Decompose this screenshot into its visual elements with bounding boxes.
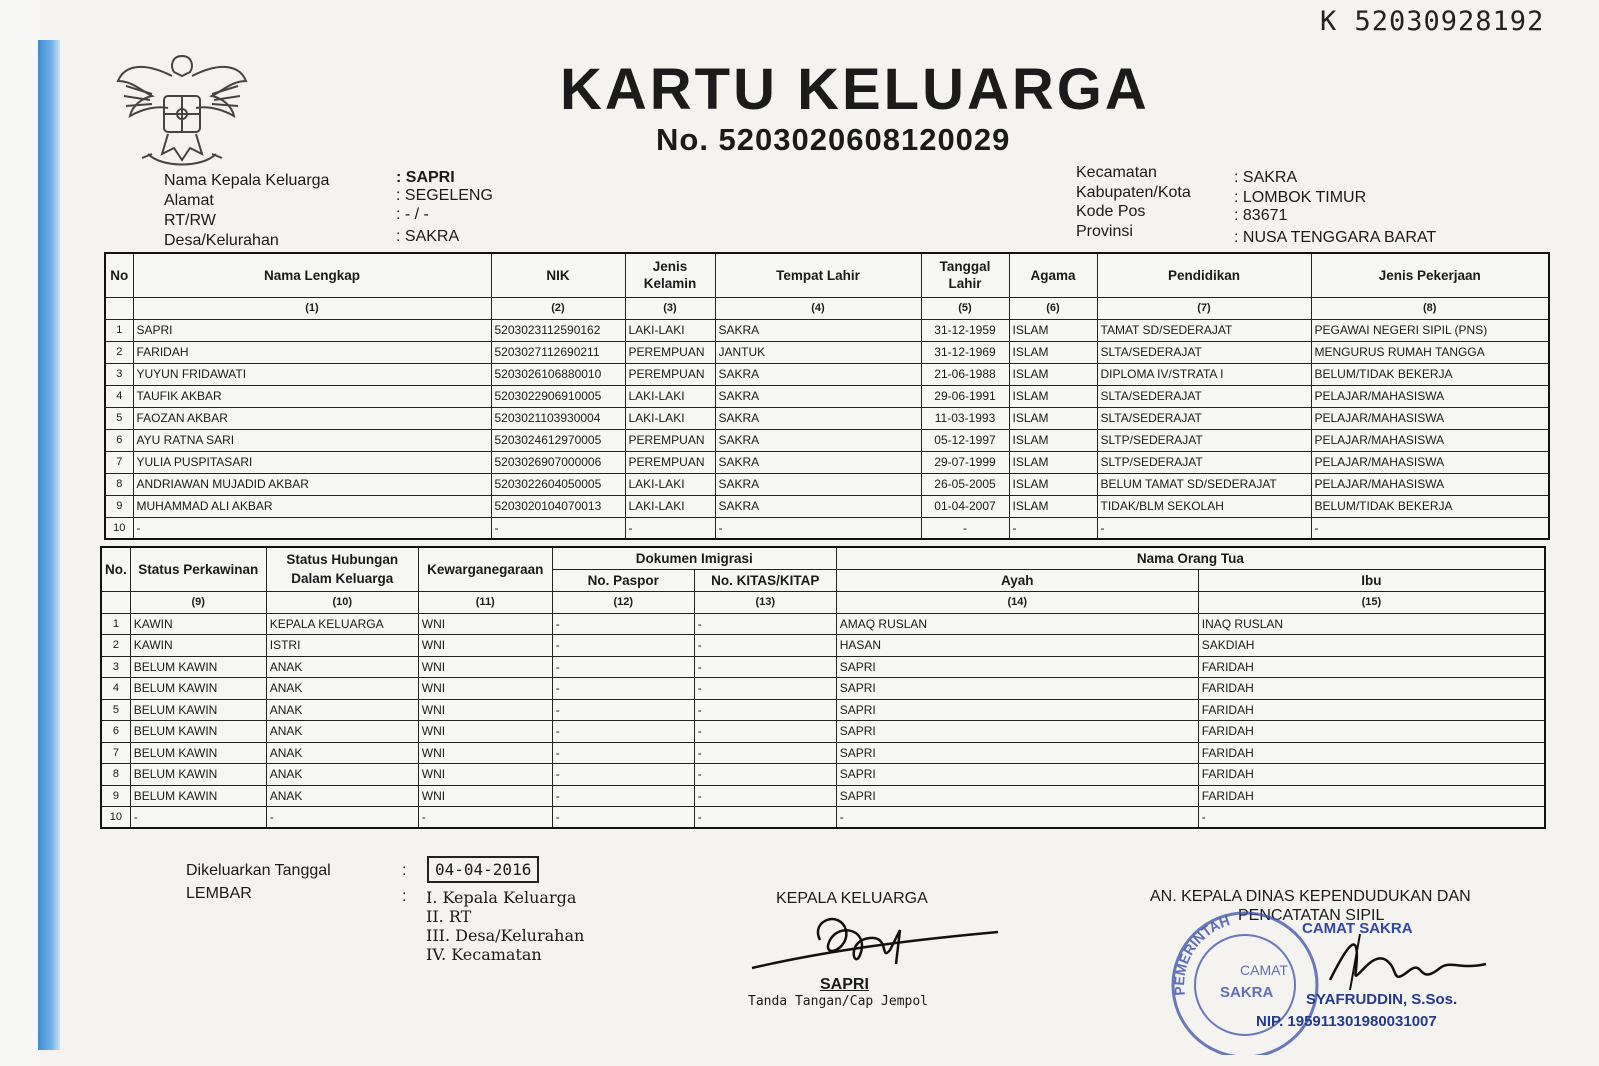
table-row (101, 742, 1545, 764)
table1-cell: - (715, 517, 921, 539)
table1-header-row (105, 253, 1549, 297)
table2-cell: - (552, 699, 694, 721)
table-row (101, 721, 1545, 743)
table2-cell: 7 (101, 742, 130, 764)
table2-cell: WNI (418, 635, 552, 657)
table2-cell: BELUM KAWIN (130, 656, 266, 678)
label-desa: Desa/Kelurahan (164, 232, 279, 249)
table2-cell: AMAQ RUSLAN (836, 613, 1198, 635)
table1-cell: LAKI-LAKI (625, 473, 715, 495)
table2-cell: ANAK (266, 785, 418, 807)
table2-cell: WNI (418, 613, 552, 635)
official-title-2: PENCATATAN SIPIL (1238, 907, 1385, 924)
table2-colnum: (15) (1198, 591, 1545, 613)
issued-label: Dikeluarkan Tanggal (186, 862, 331, 879)
table1-cell: TAUFIK AKBAR (133, 385, 491, 407)
table2-cell: - (694, 678, 836, 700)
table2-cell: - (694, 656, 836, 678)
table2-cell: BELUM KAWIN (130, 699, 266, 721)
table1-cell: SLTP/SEDERAJAT (1097, 451, 1311, 473)
table1-cell: ISLAM (1009, 407, 1097, 429)
table2-cell: WNI (418, 678, 552, 700)
table2-cell: 10 (101, 807, 130, 829)
table1-cell: PEGAWAI NEGERI SIPIL (PNS) (1311, 319, 1549, 341)
table2-colnum: (9) (130, 591, 266, 613)
table1-cell: LAKI-LAKI (625, 407, 715, 429)
table2-cell: FARIDAH (1198, 764, 1545, 786)
table1-cell: 5203021103930004 (491, 407, 625, 429)
label-alamat: Alamat (164, 192, 214, 209)
official-nip: NIP. 195911301980031007 (1256, 1013, 1437, 1030)
table1-cell: AYU RATNA SARI (133, 429, 491, 451)
table2-cell: 8 (101, 764, 130, 786)
table2-cell: 6 (101, 721, 130, 743)
table1-cell: ISLAM (1009, 473, 1097, 495)
table-row (101, 785, 1545, 807)
value-kode-pos: : 83671 (1234, 207, 1288, 224)
table2-cell: 2 (101, 635, 130, 657)
table2-cell: 9 (101, 785, 130, 807)
table2-cell: WNI (418, 764, 552, 786)
table-row (105, 495, 1549, 517)
table2-cell: FARIDAH (1198, 699, 1545, 721)
table1-cell: JANTUK (715, 341, 921, 363)
table1-colnum: (2) (491, 297, 625, 319)
table1-cell: PELAJAR/MAHASISWA (1311, 407, 1549, 429)
lembar-label: LEMBAR (186, 885, 252, 902)
table1-cell: BELUM/TIDAK BEKERJA (1311, 363, 1549, 385)
label-kabupaten: Kabupaten/Kota (1076, 183, 1191, 201)
table1-cell: SAKRA (715, 385, 921, 407)
table2-cell: - (694, 635, 836, 657)
header-no: No (105, 253, 133, 297)
table2-cell: 4 (101, 678, 130, 700)
table1-cell: PEREMPUAN (625, 341, 715, 363)
header-status-hubungan: Status Hubungan Dalam Keluarga (266, 547, 418, 591)
table1-cell: 29-06-1991 (921, 385, 1009, 407)
table1-cell: 5203020104070013 (491, 495, 625, 517)
header-nik: NIK (491, 253, 625, 297)
table2-cell: - (552, 742, 694, 764)
table1-body (105, 319, 1549, 539)
table1-cell: LAKI-LAKI (625, 319, 715, 341)
table2-colnum: (12) (552, 591, 694, 613)
header2-no: No. (101, 547, 130, 591)
table2-cell: - (694, 807, 836, 829)
table2-cell: SAPRI (836, 678, 1198, 700)
blue-security-strip (38, 40, 60, 1050)
lembar-list (426, 888, 584, 964)
table2-body (101, 613, 1545, 828)
table1-cell: - (1311, 517, 1549, 539)
table1-cell: YULIA PUSPITASARI (133, 451, 491, 473)
head-name: SAPRI (820, 976, 869, 993)
table2-cell: SAPRI (836, 785, 1198, 807)
table2-cell: - (552, 613, 694, 635)
table1-cell: PELAJAR/MAHASISWA (1311, 451, 1549, 473)
label-kode-pos: Kode Pos (1076, 203, 1146, 220)
table1-cell: 31-12-1969 (921, 341, 1009, 363)
stamp-arc-text: PEMERINTAH (1171, 912, 1232, 997)
table1-cell: 11-03-1993 (921, 407, 1009, 429)
table1-cell: PEREMPUAN (625, 451, 715, 473)
lembar-item-3: III. Desa/Kelurahan (426, 926, 585, 945)
table2-column-numbers (101, 591, 1545, 613)
table2-cell: ISTRI (266, 635, 418, 657)
table2-cell: 5 (101, 699, 130, 721)
table2-cell: HASAN (836, 635, 1198, 657)
header-ayah: Ayah (836, 569, 1198, 591)
table1-cell: ISLAM (1009, 385, 1097, 407)
official-role: CAMAT SAKRA (1302, 920, 1413, 937)
header-jenis-kelamin: Jenis Kelamin (625, 253, 715, 297)
header-jenis-pekerjaan: Jenis Pekerjaan (1311, 253, 1549, 297)
table2-cell: 3 (101, 656, 130, 678)
stamp-bottom-text: SAKRA (1220, 984, 1274, 1001)
table-row (105, 429, 1549, 451)
value-kepala-keluarga: : SAPRI (396, 169, 455, 186)
table1-cell: - (1097, 517, 1311, 539)
table2-cell: FARIDAH (1198, 721, 1545, 743)
table2-cell: ANAK (266, 699, 418, 721)
table1-colnum: (3) (625, 297, 715, 319)
table1-colnum: (1) (133, 297, 491, 319)
table1-cell: BELUM/TIDAK BEKERJA (1311, 495, 1549, 517)
table2-cell: - (694, 613, 836, 635)
table2-cell: SAPRI (836, 764, 1198, 786)
table2-cell: SAPRI (836, 742, 1198, 764)
table1-cell: MUHAMMAD ALI AKBAR (133, 495, 491, 517)
table1-cell: SAKRA (715, 429, 921, 451)
table1-cell: 5203027112690211 (491, 341, 625, 363)
table2-cell: - (694, 742, 836, 764)
table2-cell: SAPRI (836, 656, 1198, 678)
issued-date: 04-04-2016 (427, 856, 539, 883)
label-provinsi: Provinsi (1076, 222, 1133, 240)
table-row (105, 341, 1549, 363)
table1-cell: SAKRA (715, 363, 921, 385)
table1-cell: 5203023112590162 (491, 319, 625, 341)
header-tanggal-lahir: Tanggal Lahir (921, 253, 1009, 297)
table2-cell: BELUM KAWIN (130, 785, 266, 807)
label-rt-rw: RT/RW (164, 212, 216, 229)
lembar-item-2: II. RT (426, 907, 472, 926)
table1-cell: - (491, 517, 625, 539)
table2-cell: - (418, 807, 552, 829)
table2-colnum: (11) (418, 591, 552, 613)
table1-cell: - (625, 517, 715, 539)
table1-cell: 5 (105, 407, 133, 429)
table2-cell: BELUM KAWIN (130, 764, 266, 786)
table1-cell: ANDRIAWAN MUJADID AKBAR (133, 473, 491, 495)
table1-cell: 6 (105, 429, 133, 451)
table2-cell: ANAK (266, 764, 418, 786)
table1-cell: BELUM TAMAT SD/SEDERAJAT (1097, 473, 1311, 495)
table1-cell: ISLAM (1009, 429, 1097, 451)
table1-cell: 05-12-1997 (921, 429, 1009, 451)
table1-cell: ISLAM (1009, 363, 1097, 385)
table2-cell: WNI (418, 699, 552, 721)
value-alamat: : SEGELENG (396, 187, 493, 204)
table1-cell: SAKRA (715, 495, 921, 517)
table1-cell: 01-04-2007 (921, 495, 1009, 517)
table1-cell: ISLAM (1009, 319, 1097, 341)
table1-colnum: (6) (1009, 297, 1097, 319)
table1-cell: LAKI-LAKI (625, 495, 715, 517)
table1-column-numbers (105, 297, 1549, 319)
value-provinsi: : NUSA TENGGARA BARAT (1234, 228, 1437, 246)
table1-cell: 31-12-1959 (921, 319, 1009, 341)
table2-cell: - (130, 807, 266, 829)
table-row (105, 363, 1549, 385)
table1-cell: ISLAM (1009, 341, 1097, 363)
header-tempat-lahir: Tempat Lahir (715, 253, 921, 297)
table-row (101, 635, 1545, 657)
head-caption: Tanda Tangan/Cap Jempol (748, 994, 929, 1009)
table2-colnum-blank (101, 591, 130, 613)
table1-colnum: (4) (715, 297, 921, 319)
table1-cell: TAMAT SD/SEDERAJAT (1097, 319, 1311, 341)
table1-cell: PEREMPUAN (625, 429, 715, 451)
table1-cell: MENGURUS RUMAH TANGGA (1311, 341, 1549, 363)
table1-cell: 21-06-1988 (921, 363, 1009, 385)
table-row (105, 517, 1549, 539)
table1-colnum: (5) (921, 297, 1009, 319)
table1-colnum (105, 297, 133, 319)
header-nama: Nama Lengkap (133, 253, 491, 297)
table2-cell: - (552, 635, 694, 657)
table-row (101, 613, 1545, 635)
table1-cell: YUYUN FRIDAWATI (133, 363, 491, 385)
lembar-item-1: I. Kepala Keluarga (426, 888, 577, 907)
table2-cell: BELUM KAWIN (130, 742, 266, 764)
table2-cell: - (694, 764, 836, 786)
paper-edge (0, 0, 40, 1066)
table2-cell: KAWIN (130, 613, 266, 635)
header-nama-orang-tua: Nama Orang Tua (836, 547, 1545, 569)
table1-colnum: (8) (1311, 297, 1549, 319)
stamp-center-text: CAMAT (1240, 962, 1288, 978)
table1-cell: 10 (105, 517, 133, 539)
table2-cell: 1 (101, 613, 130, 635)
head-signature (750, 900, 1010, 980)
household-info-right (1076, 163, 1437, 246)
table-row (105, 385, 1549, 407)
table2-colnum: (10) (266, 591, 418, 613)
table1-cell: SLTA/SEDERAJAT (1097, 341, 1311, 363)
header-dokumen-imigrasi: Dokumen Imigrasi (552, 547, 836, 569)
table2-cell: WNI (418, 721, 552, 743)
table1-cell: SLTA/SEDERAJAT (1097, 385, 1311, 407)
table2-cell: - (694, 699, 836, 721)
table2-cell: FARIDAH (1198, 656, 1545, 678)
table1-cell: 29-07-1999 (921, 451, 1009, 473)
table1-cell: 9 (105, 495, 133, 517)
table2-cell: ANAK (266, 656, 418, 678)
value-kecamatan: : SAKRA (1234, 169, 1298, 186)
table2-cell: ANAK (266, 721, 418, 743)
table1-cell: 2 (105, 341, 133, 363)
table1-colnum: (7) (1097, 297, 1311, 319)
table2-cell: - (552, 656, 694, 678)
table1-cell: PELAJAR/MAHASISWA (1311, 429, 1549, 451)
family-status-table (100, 546, 1546, 829)
header-no-paspor: No. Paspor (552, 569, 694, 591)
table2-cell: WNI (418, 656, 552, 678)
value-rt-rw: : - / - (396, 206, 429, 223)
table1-cell: ISLAM (1009, 451, 1097, 473)
table2-cell: - (552, 785, 694, 807)
table1-cell: SAKRA (715, 319, 921, 341)
table-row (101, 678, 1545, 700)
table1-cell: 26-05-2005 (921, 473, 1009, 495)
table2-colnum: (14) (836, 591, 1198, 613)
value-desa: : SAKRA (396, 228, 460, 245)
table1-cell: SLTP/SEDERAJAT (1097, 429, 1311, 451)
table-row (105, 319, 1549, 341)
table1-cell: SAKRA (715, 407, 921, 429)
table1-cell: 4 (105, 385, 133, 407)
table-row (105, 451, 1549, 473)
table2-cell: - (836, 807, 1198, 829)
table-row (105, 473, 1549, 495)
table2-cell: - (552, 721, 694, 743)
serial-number: K 52030928192 (1320, 6, 1545, 37)
lembar-item-4: IV. Kecamatan (426, 945, 542, 964)
table2-cell: - (1198, 807, 1545, 829)
family-members-table (104, 252, 1550, 540)
table2-cell: - (552, 678, 694, 700)
table2-colnum: (13) (694, 591, 836, 613)
table1-cell: - (133, 517, 491, 539)
table1-cell: ISLAM (1009, 495, 1097, 517)
table1-cell: 8 (105, 473, 133, 495)
header-no-kitas: No. KITAS/KITAP (694, 569, 836, 591)
header-status-perkawinan: Status Perkawinan (130, 547, 266, 591)
table1-cell: SAKRA (715, 451, 921, 473)
issued-colon: : (402, 862, 407, 879)
table1-cell: SAPRI (133, 319, 491, 341)
header-pendidikan: Pendidikan (1097, 253, 1311, 297)
table2-cell: - (266, 807, 418, 829)
table2-header-row-1 (101, 547, 1545, 569)
table2-cell: KEPALA KELUARGA (266, 613, 418, 635)
table1-cell: FAOZAN AKBAR (133, 407, 491, 429)
table1-cell: TIDAK/BLM SEKOLAH (1097, 495, 1311, 517)
document-title: KARTU KELUARGA (560, 57, 1150, 122)
table2-cell: SAKDIAH (1198, 635, 1545, 657)
lembar-colon: : (402, 888, 407, 905)
table1-cell: 1 (105, 319, 133, 341)
table2-cell: BELUM KAWIN (130, 678, 266, 700)
table1-cell: PELAJAR/MAHASISWA (1311, 385, 1549, 407)
table2-cell: WNI (418, 742, 552, 764)
table2-cell: INAQ RUSLAN (1198, 613, 1545, 635)
table-row (101, 807, 1545, 829)
table2-cell: SAPRI (836, 699, 1198, 721)
household-info-left (164, 169, 493, 251)
table-row (101, 699, 1545, 721)
table2-cell: WNI (418, 785, 552, 807)
value-kabupaten: : LOMBOK TIMUR (1234, 188, 1367, 206)
table2-cell: FARIDAH (1198, 678, 1545, 700)
table-row (101, 764, 1545, 786)
table2-cell: KAWIN (130, 635, 266, 657)
garuda-emblem-icon (112, 36, 252, 176)
table1-cell: PELAJAR/MAHASISWA (1311, 473, 1549, 495)
table1-cell: 5203024612970005 (491, 429, 625, 451)
label-kecamatan: Kecamatan (1076, 164, 1157, 181)
table1-cell: 7 (105, 451, 133, 473)
head-title: KEPALA KELUARGA (776, 890, 928, 907)
table2-cell: - (694, 721, 836, 743)
table1-cell: PEREMPUAN (625, 363, 715, 385)
table2-cell: - (694, 785, 836, 807)
table2-cell: - (552, 807, 694, 829)
table1-cell: - (921, 517, 1009, 539)
table2-cell: FARIDAH (1198, 785, 1545, 807)
table2-cell: - (552, 764, 694, 786)
official-name: SYAFRUDDIN, S.Sos. (1306, 991, 1458, 1008)
header-kewarganegaraan: Kewarganegaraan (418, 547, 552, 591)
table-row (101, 656, 1545, 678)
table1-cell: DIPLOMA IV/STRATA I (1097, 363, 1311, 385)
official-signature (1290, 930, 1500, 1000)
table2-cell: FARIDAH (1198, 742, 1545, 764)
table1-cell: 5203026907000006 (491, 451, 625, 473)
table2-cell: BELUM KAWIN (130, 721, 266, 743)
table2-cell: SAPRI (836, 721, 1198, 743)
header-ibu: Ibu (1198, 569, 1545, 591)
table2-cell: ANAK (266, 742, 418, 764)
table1-cell: 3 (105, 363, 133, 385)
table1-cell: 5203022906910005 (491, 385, 625, 407)
table1-cell: SAKRA (715, 473, 921, 495)
document-number: No. 5203020608120029 (656, 122, 1011, 157)
table2-cell: ANAK (266, 678, 418, 700)
label-kepala-keluarga: Nama Kepala Keluarga (164, 172, 330, 189)
table1-cell: 5203022604050005 (491, 473, 625, 495)
table1-cell: SLTA/SEDERAJAT (1097, 407, 1311, 429)
official-title-1: AN. KEPALA DINAS KEPENDUDUKAN DAN (1150, 888, 1471, 905)
table-row (105, 407, 1549, 429)
header-agama: Agama (1009, 253, 1097, 297)
table1-cell: 5203026106880010 (491, 363, 625, 385)
table1-cell: FARIDAH (133, 341, 491, 363)
table1-cell: - (1009, 517, 1097, 539)
table1-cell: LAKI-LAKI (625, 385, 715, 407)
